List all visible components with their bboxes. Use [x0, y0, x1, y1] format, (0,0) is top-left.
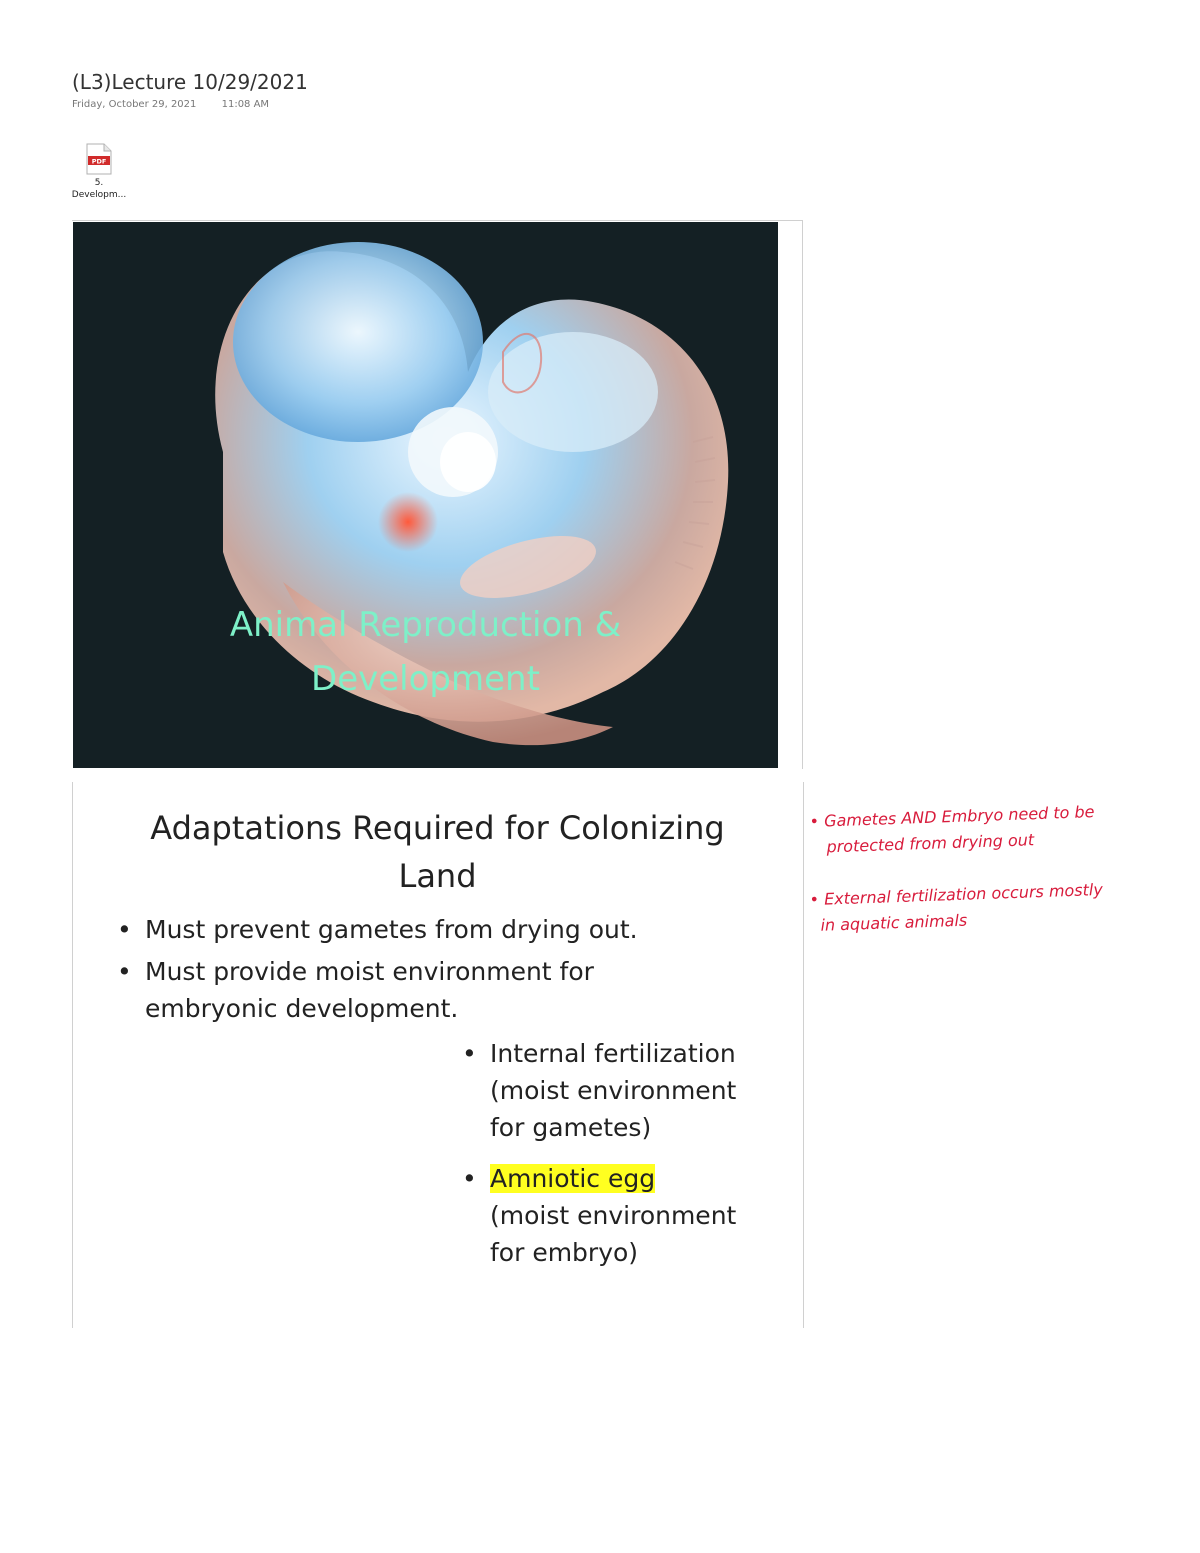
slide-1: [73, 222, 778, 768]
bullet-item: • Must provide moist environment for embryonic development.: [145, 953, 594, 1027]
bullet-icon: •: [117, 915, 132, 944]
bullet-icon: •: [462, 1039, 477, 1068]
pdf-file-icon: [86, 143, 112, 175]
sub-bullet-item: • Amniotic egg (moist environment for embryo): [490, 1160, 736, 1271]
pdf-badge-label: PDF: [91, 157, 107, 166]
page-title: (L3)Lecture 10/29/2021: [72, 70, 308, 94]
page-meta: [72, 99, 269, 110]
slide-2-heading: Adaptations Required for Colonizing Land: [150, 809, 725, 895]
bullet-icon: •: [117, 957, 132, 986]
page-time: 11:08 AM: [221, 99, 270, 110]
sub-bullet-item: • Internal fertilization (moist environment for gametes): [490, 1035, 736, 1146]
highlighted-term: Amniotic egg: [490, 1164, 656, 1193]
attachment-name: 5. Developm...: [71, 178, 127, 200]
slide-1-title: Animal Reproduction & Development: [229, 605, 622, 699]
bullet-icon: •: [462, 1164, 477, 1193]
handwritten-note-2: • External fertilization occurs mostly in aquatic animals: [809, 879, 1104, 935]
page-date: Friday, October 29, 2021: [72, 99, 197, 110]
handwritten-note-1: • Gametes AND Embryo need to be protected from drying out: [809, 802, 1095, 857]
pdf-attachment[interactable]: [68, 143, 130, 201]
bullet-item: • Must prevent gametes from drying out.: [145, 911, 638, 948]
